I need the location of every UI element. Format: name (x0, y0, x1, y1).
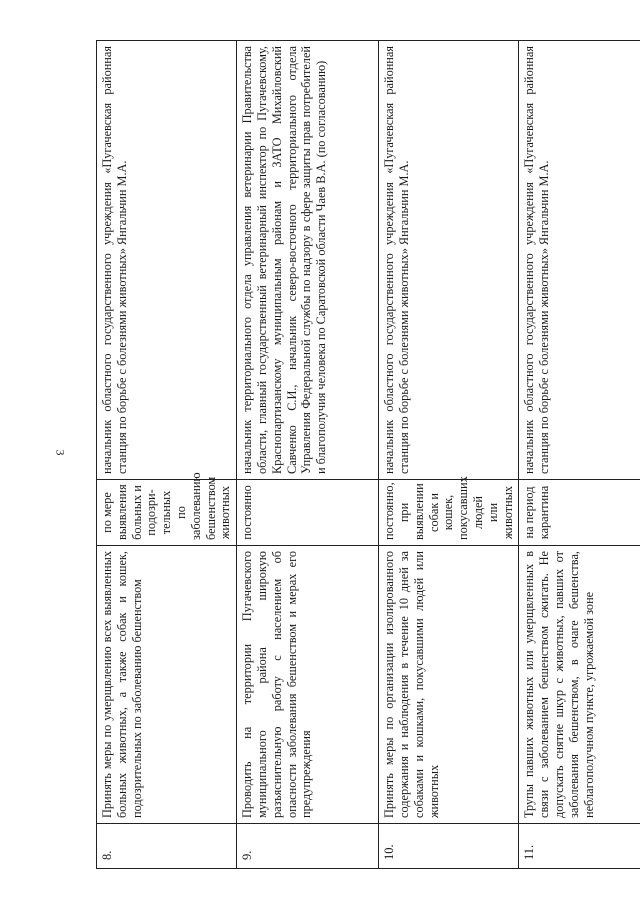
deadline-cell: на период карантина (519, 480, 640, 546)
table-row (237, 41, 379, 869)
measure-cell: Проводить на территории Пугачевского муниципального района широкую разъяснительную работу с населением об опасности заболевания бешенством и мерах его предупреждения (237, 546, 379, 824)
row-number: 11. (519, 824, 640, 869)
measure-cell: Принять меры по умерщвлению всех выявленных больных животных, а также собак и кошек, подозрительных по заболеванию бешенством (97, 546, 237, 824)
deadline-cell: постоянно, при выявлении собак и кошек, покусавших людей или животных (379, 480, 519, 546)
table-row (379, 41, 519, 869)
responsible-cell: начальник областного государственного учреждения «Пугачевская районная станция по борьбе с болезнями животных» Янгальчин М.А. (519, 41, 640, 480)
deadline-cell: постоянно (237, 480, 379, 546)
responsible-cell: начальник территориального отдела управления ветеринарии Правительства области, главный государственный ветеринарный инспектор по Пугачевскому, Краснопартизанскому муниципальным районам и ЗАТО Михайловский Савченко С.И., начальник северо-восточного территориального отдела Управления Федеральной службы по надзору в сфере защиты прав потребителей и благополучия человека по Саратовской области Чаев В.А. (по согласованию) (237, 41, 379, 480)
row-number: 8. (97, 824, 237, 869)
table-row (97, 41, 237, 869)
measures-table (96, 40, 640, 869)
page-number: 3 (53, 449, 68, 456)
deadline-cell: по мере выявления больных и подозри-тельных по заболеванию бешенством животных (97, 480, 237, 546)
rotated-table-container (96, 41, 632, 869)
measure-cell: Принять меры по организации изолированного содержания и наблюдения в течение 10 дней за собаками и кошками, покусавшими людей или животных (379, 546, 519, 824)
responsible-cell: начальник областного государственного учреждения «Пугачевская районная станция по борьбе с болезнями животных» Янгальчин М.А. (97, 41, 237, 480)
measure-cell: Трупы павших животных или умерщвленных в связи с заболеванием бешенством сжигать. Не допускать снятие шкур с животных, павших от заболевания бешенством, в очаге бешенства, неблагополучном пункте, угрожаемой зоне (519, 546, 640, 824)
responsible-cell: начальник областного государственного учреждения «Пугачевская районная станция по борьбе с болезнями животных» Янгальчин М.А. (379, 41, 519, 480)
table-row (519, 41, 640, 869)
row-number: 9. (237, 824, 379, 869)
row-number: 10. (379, 824, 519, 869)
